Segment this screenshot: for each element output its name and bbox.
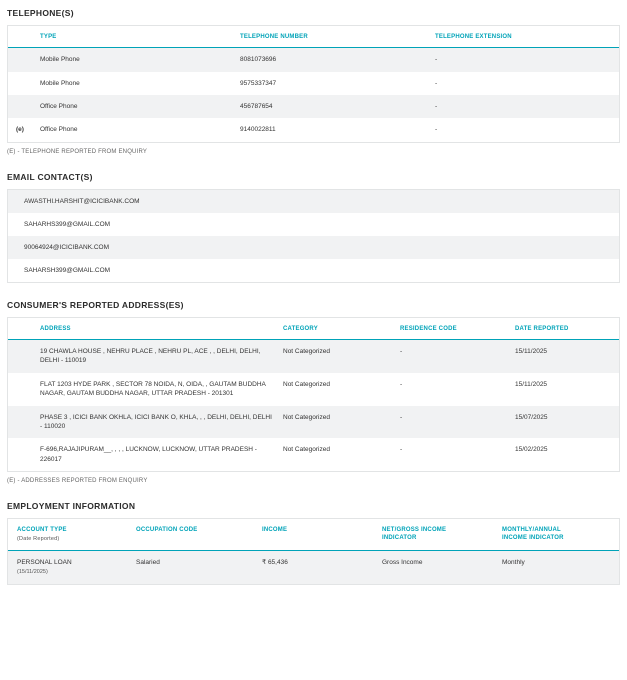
telephones-title: TELEPHONE(S) <box>7 8 74 18</box>
telephones-section <box>7 8 620 155</box>
phone-number: 456787654 <box>240 102 273 110</box>
col-header-income: INCOME <box>258 519 378 551</box>
col-header-monthly-annual-income-indicator: MONTHLY/ANNUAL INCOME INDICATOR <box>498 519 619 551</box>
residence-code: - <box>400 347 403 355</box>
col-header-net-gross-income-indicator: NET/GROSS INCOME INDICATOR <box>378 519 498 551</box>
employment-header-row <box>8 519 619 551</box>
phone-number: 8081073696 <box>240 56 277 64</box>
email-address: SAHARHS399@GMAIL.COM <box>24 220 111 228</box>
email-address: AWASTHI.HARSHIT@ICICIBANK.COM <box>24 197 140 205</box>
col-header-account-type: ACCOUNT TYPE (Date Reported) <box>8 519 132 551</box>
addresses-header-row <box>8 318 619 340</box>
col-header-telephone-extension: TELEPHONE EXTENSION <box>431 26 619 48</box>
residence-code: - <box>400 380 403 388</box>
phone-extension: - <box>435 102 438 110</box>
phone-extension: - <box>435 56 438 64</box>
monthly-annual-income-indicator: Monthly <box>502 558 525 566</box>
income: ₹ 65,436 <box>262 558 288 566</box>
net-gross-income-indicator: Gross Income <box>382 558 423 566</box>
enquiry-marker <box>8 48 36 71</box>
emails-section <box>7 172 620 283</box>
table-row <box>8 72 619 95</box>
list-item <box>8 259 619 282</box>
address-category: Not Categorized <box>283 347 330 355</box>
table-row <box>8 438 619 471</box>
col-header-address: ADDRESS <box>36 318 279 340</box>
telephones-header-row <box>8 26 619 48</box>
table-row <box>8 95 619 118</box>
col-header-occupation-code: OCCUPATION CODE <box>132 519 258 551</box>
enquiry-marker <box>8 438 36 471</box>
col-header-category: CATEGORY <box>279 318 396 340</box>
enquiry-marker: (e) <box>16 126 24 134</box>
list-item <box>8 236 619 259</box>
marker-col-header <box>8 318 36 340</box>
col-header-telephone-number: TELEPHONE NUMBER <box>236 26 431 48</box>
col-header-date-reported: DATE REPORTED <box>511 318 619 340</box>
email-address: SAHARSH399@GMAIL.COM <box>24 266 111 274</box>
date-reported: 15/07/2025 <box>515 413 548 421</box>
employment-table <box>7 518 620 585</box>
residence-code: - <box>400 446 403 454</box>
account-type-cell <box>8 551 132 584</box>
table-row <box>8 48 619 71</box>
phone-type: Office Phone <box>40 126 78 134</box>
address-text: F-696,RAJAJIPURAM__, , , , LUCKNOW, LUCKNOW, UTTAR PRADESH - 226017 <box>40 446 257 463</box>
address-category: Not Categorized <box>283 446 330 454</box>
address-text: FLAT 1203 HYDE PARK , SECTOR 78 NOIDA, N, OIDA, , GAUTAM BUDDHA NAGAR, GAUTAM BUDDHA NAGAR, UTTAR PRADESH - 201301 <box>40 380 266 398</box>
phone-extension: - <box>435 79 438 87</box>
address-category: Not Categorized <box>283 413 330 421</box>
marker-col-header <box>8 26 36 48</box>
email-address: 90064924@ICICIBANK.COM <box>24 243 109 251</box>
phone-type: Mobile Phone <box>40 79 80 87</box>
list-item <box>8 190 619 213</box>
enquiry-marker <box>8 340 36 373</box>
addresses-table <box>7 317 620 472</box>
residence-code: - <box>400 413 403 421</box>
phone-number: 9575337347 <box>240 79 277 87</box>
address-text: PHASE 3 , ICICI BANK OKHLA, ICICI BANK O, KHLA, , , DELHI, DELHI, DELHI - 110020 <box>40 413 272 430</box>
enquiry-marker <box>8 373 36 406</box>
date-reported: 15/11/2025 <box>515 380 548 388</box>
phone-extension: - <box>435 126 438 134</box>
col-subheader-date-reported: (Date Reported) <box>17 536 60 543</box>
emails-title: EMAIL CONTACT(S) <box>7 171 93 182</box>
table-row <box>8 406 619 439</box>
table-row <box>8 551 619 584</box>
occupation-code: Salaried <box>136 558 160 566</box>
enquiry-marker <box>8 95 36 118</box>
table-row <box>8 373 619 406</box>
address-category: Not Categorized <box>283 380 330 388</box>
addresses-section <box>7 300 620 484</box>
col-header-residence-code: RESIDENCE CODE <box>396 318 511 340</box>
employment-date-reported: (15/11/2025) <box>17 569 48 576</box>
enquiry-marker <box>8 72 36 95</box>
table-row <box>8 118 619 141</box>
emails-table <box>7 189 620 283</box>
col-header-type: TYPE <box>36 26 236 48</box>
table-row <box>8 340 619 373</box>
addresses-title: CONSUMER'S REPORTED ADDRESS(ES) <box>7 299 184 310</box>
date-reported: 15/11/2025 <box>515 347 548 355</box>
list-item <box>8 213 619 236</box>
employment-section <box>7 501 620 585</box>
enquiry-marker <box>8 406 36 439</box>
telephones-enquiry-note: (E) - TELEPHONE REPORTED FROM ENQUIRY <box>7 148 148 155</box>
addresses-enquiry-note: (E) - ADDRESSES REPORTED FROM ENQUIRY <box>7 478 148 485</box>
account-type: PERSONAL LOAN <box>17 558 72 566</box>
phone-type: Office Phone <box>40 102 78 110</box>
employment-title: EMPLOYMENT INFORMATION <box>7 501 136 512</box>
telephones-table <box>7 25 620 143</box>
phone-type: Mobile Phone <box>40 56 80 64</box>
phone-number: 9140022811 <box>240 126 276 134</box>
date-reported: 15/02/2025 <box>515 446 548 454</box>
address-text: 19 CHAWLA HOUSE , NEHRU PLACE , NEHRU PL, ACE , , DELHI, DELHI, DELHI - 110019 <box>40 347 261 365</box>
